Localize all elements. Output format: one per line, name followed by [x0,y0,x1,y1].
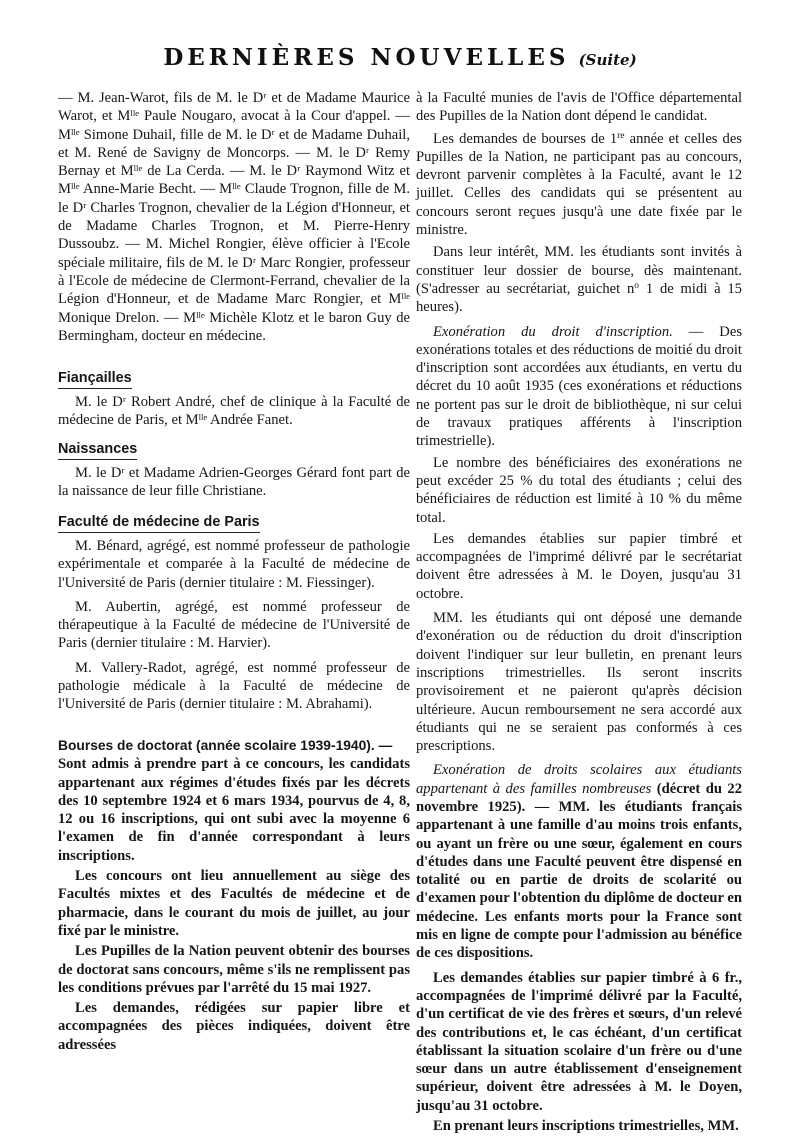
nombre-paragraph: Le nombre des bénéficiaires des exonérations ne peut excéder 25 % du total des étudiants ; celui des bénéficiaires de réduction est limité à 10 % du même total. [416,454,742,526]
exoneration-lead: Exonération du droit d'inscription. [433,323,673,340]
familles-nombreuses-paragraph [416,761,742,962]
familles-nombreuses-text: (décret du 22 novembre 1925). — MM. les étudiants français appartenant à une famille d'au moins trois enfants, ou ayant un frère ou une sœur, également en cours d'études dans une Faculté peuvent être dispensé en totalité ou en partie de droits de scolarité ou d'examen pour l'obtention du diplôme de docteur en médecine. Les enfants morts pour la France sont mis en ligne de compte pour l'admission au bénéfice de ces dispositions. [416,780,742,962]
page-header [0,44,800,84]
naissances-section [58,440,410,501]
page-title: DERNIÈRES NOUVELLES [163,44,570,71]
exoneration-paragraph [416,323,742,451]
faculte-paragraph-2: M. Aubertin, agrégé, est nommé professeur de thérapeutique à la Faculté de médecine de l'Université de Paris (dernier titulaire : M. Harvier). [58,598,410,652]
faculte-paragraph-3: M. Vallery-Radot, agrégé, est nommé professeur de pathologie médicale à la Faculté de médecine de l'Université de Paris (dernier titulaire : M. Abrahami). [58,659,410,713]
faculte-heading: Faculté de médecine de Paris [58,513,260,533]
page-title-suite: (Suite) [578,51,637,69]
fiancailles-text: M. le Dʳ Robert André, chef de clinique à la Faculté de médecine de Paris, et Mˡˡᵉ Andrée Fanet. [58,394,410,429]
bourses-paragraph-2: Les concours ont lieu annuellement au siège des Facultés mixtes et des Facultés de médecine et de pharmacie, dans le courant du mois de juillet, au jour fixé par le ministre. [58,868,410,939]
bourses-paragraph-4: Les demandes, rédigées sur papier libre et accompagnées des pièces indiquées, doivent être adressées [58,1000,410,1053]
bourses-1re-sup: re [617,130,625,141]
demandes-timbre-paragraph: Les demandes établies sur papier timbré et accompagnées de l'imprimé délivré par le secrétariat doivent être adressées à M. le Doyen, jusqu'au 31 octobre. [416,530,742,602]
bourses-section [58,737,410,1054]
demandes-6fr-paragraph: Les demandes établies sur papier timbré à 6 fr., accompagnées de l'imprimé délivré par la Faculté, d'un certificat de vie des frères et sœurs, d'un relevé des contributions et, le cas échéant, d'un certificat établissant la situation scolaire d'un frère ou d'une sœur dans un autre établissement d'enseignement supérieur, doivent être adressées à M. le Doyen, jusqu'au 31 octobre. [416,969,742,1114]
bourses-1re-text-a: Les demandes de bourses de 1 [433,130,618,147]
naissances-text: M. le Dʳ et Madame Adrien-Georges Gérard font part de la naissance de leur fille Christiane. [58,465,410,500]
familles-nombreuses-lead: Exonération de droits scolaires aux étudiants appartenant à des familles nombreuses [416,762,742,797]
bourses-paragraph-1: Sont admis à prendre part à ce concours, les candidats appartenant aux régimes d'études fixés par les décrets des 10 septembre 1924 et 6 mars 1934, pourvus de 4, 8, 12 ou 16 inscriptions, qui ont subi avec la moyenne 6 l'examen de fin d'année correspondant à leurs inscriptions. [58,756,410,864]
exoneration-text: — Des exonérations totales et des réductions de moitié du droit d'inscription sont accordées aux étudiants, en vertu du décret du 10 août 1935 (ces exonérations et réductions ne portent pas sur le droit de bibliothèque, ni sur celui de travaux pratiques afférents à l'inscription trimestrielle). [416,323,742,450]
fiancailles-section [58,369,410,430]
faculte-section [58,513,410,714]
bourses-1re-paragraph [416,130,742,240]
bourses-lead: Bourses de doctorat (année scolaire 1939-1940). — [58,738,393,753]
interet-sup: o [634,280,640,291]
mm-etudiants-paragraph: MM. les étudiants qui ont déposé une demande d'exonération ou de réduction du droit d'inscription doivent l'indiquer sur leur bulletin, en prenant leurs inscriptions trimestrielles. Ils seront inscrits provisoirement et ne paieront qu'après décision ultérieure. Aucun remboursement ne sera accordé aux étudiants qui ne se seraient pas conformés à ces prescriptions. [416,610,742,755]
weddings-paragraph: — M. Jean-Warot, fils de M. le Dʳ et de Madame Maurice Warot, et Mˡˡᵉ Paule Nougaro, avocat à la Cour d'appel. — Mˡˡᵉ Simone Duhail, fille de M. le Dʳ et de Madame Duhail, et M. René de Savigny de Moncorps. — M. le Dʳ Remy Bernay et Mˡˡᵉ de La Cerda. — M. le Dʳ Raymond Witz et Mˡˡᵉ Anne-Marie Becht. — Mˡˡᵉ Claude Trognon, fille de M. le Dʳ Charles Trognon, chevalier de la Légion d'Honneur, et de Madame Charles Trognon, et M. Pierre-Henry Dussoubz. — M. Michel Rongier, élève officier à l'Ecole spéciale militaire, fils de M. le Dʳ Marc Rongier, professeur à l'Ecole de médecine de Clermont-Ferrand, chevalier de la Légion d'Honneur, et de Madame Marc Rongier, et Mˡˡᵉ Monique Drelon. — Mˡˡᵉ Michèle Klotz et le baron Guy de Bermingham, docteur en médecine. [58,90,410,344]
right-column [416,89,742,1135]
bourses-1re-text-b: année et celles des Pupilles de la Nation, ne participant pas au concours, devront parvenir complètes à la Faculté, avant le 12 juillet. Celles des candidats qui se présentent au concours seront reçues jusqu'à une date fixée par le ministre. [416,130,742,239]
interet-text-a: Dans leur intérêt, MM. les étudiants sont invités à constituer leur dossier de bourse, dès maintenant. (S'adresser au secrétariat, guichet n [416,244,742,297]
left-column [58,89,410,1053]
interet-paragraph [416,243,742,316]
bourses-paragraph-3: Les Pupilles de la Nation peuvent obtenir des bourses de doctorat sans concours, même s'ils ne remplissent pas les conditions prévues par l'arrêté du 15 mai 1927. [58,943,410,996]
naissances-heading: Naissances [58,440,137,460]
continuation-paragraph: à la Faculté munies de l'avis de l'Office départemental des Pupilles de la Nation dont dépend le candidat. [416,90,742,125]
fiancailles-heading: Fiançailles [58,369,132,389]
last-paragraph: En prenant leurs inscriptions trimestrielles, MM. [433,1118,739,1135]
interet-text-b: 1 de midi à 15 heures). [416,280,742,316]
faculte-paragraph-1: M. Bénard, agrégé, est nommé professeur de pathologie expérimentale et comparée à la Faculté de médecine de l'Université de Paris (dernier titulaire : M. Fiessinger). [58,538,410,591]
